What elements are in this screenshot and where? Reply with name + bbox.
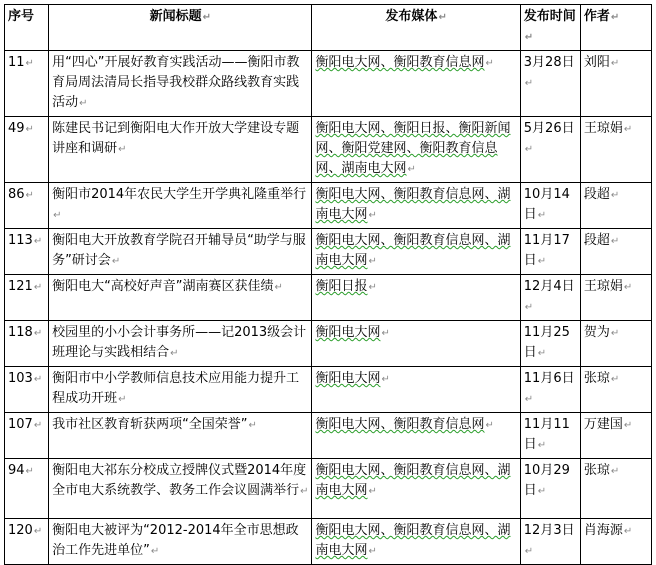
row-date-text: 12月3日 (523, 523, 575, 538)
table-row (5, 275, 652, 321)
row-seq-text: 11 (8, 55, 25, 70)
paragraph-mark-icon: ↵ (610, 58, 620, 69)
paragraph-mark-icon: ↵ (610, 236, 620, 247)
row-date (520, 183, 580, 229)
paragraph-mark-icon: ↵ (485, 420, 494, 431)
row-seq-text: 107 (8, 417, 33, 432)
header-date: 发布时间↵ (520, 5, 580, 51)
row-media (312, 413, 520, 459)
row-media-text: 衡阳日报 (315, 279, 368, 294)
row-title-text: 衡阳市中小学教师信息技术应用能力提升工程成功开班 (52, 371, 300, 406)
row-media-text: 衡阳电大网、衡阳教育信息网 (315, 417, 485, 432)
paragraph-mark-icon: ↵ (25, 124, 34, 135)
row-title-text: 校园里的小小会计事务所——记2013级会计班理论与实践相结合 (52, 325, 307, 360)
header-title: 新闻标题↵ (49, 5, 312, 51)
row-title (49, 367, 312, 413)
row-title (49, 321, 312, 367)
row-author (580, 275, 651, 321)
paragraph-mark-icon: ↵ (623, 420, 633, 431)
header-author: 作者↵ (580, 5, 651, 51)
paragraph-mark-icon: ↵ (274, 282, 283, 293)
row-seq (5, 413, 49, 459)
paragraph-mark-icon: ↵ (623, 282, 633, 293)
table-row (5, 367, 652, 413)
row-date-text: 10月14日 (523, 187, 570, 222)
row-media (312, 321, 520, 367)
row-media-text: 衡阳电大网、衡阳日报、衡阳新闻网、衡阳党建网、衡阳教育信息网、湖南电大网 (315, 121, 511, 176)
paragraph-mark-icon: ↵ (170, 348, 179, 359)
paragraph-mark-icon: ↵ (407, 164, 416, 175)
row-date (520, 321, 580, 367)
row-date-text: 10月29日 (523, 463, 570, 498)
paragraph-mark-icon: ↵ (438, 12, 447, 23)
row-media-text: 衡阳电大网 (315, 371, 381, 386)
row-author (580, 229, 651, 275)
row-seq (5, 183, 49, 229)
paragraph-mark-icon: ↵ (368, 486, 377, 497)
row-date (520, 413, 580, 459)
row-title (49, 519, 312, 565)
row-media-text: 衡阳电大网、衡阳教育信息网、湖南电大网 (315, 233, 511, 268)
row-media (312, 367, 520, 413)
row-date (520, 519, 580, 565)
paragraph-mark-icon: ↵ (33, 236, 43, 247)
row-seq-text: 113 (8, 233, 33, 248)
row-seq-text: 120 (8, 523, 33, 538)
paragraph-mark-icon: ↵ (610, 12, 620, 23)
paragraph-mark-icon: ↵ (524, 32, 534, 43)
paragraph-mark-icon: ↵ (381, 328, 390, 339)
row-seq (5, 275, 49, 321)
row-media (312, 183, 520, 229)
row-title (49, 229, 312, 275)
row-title (49, 117, 312, 183)
row-media (312, 117, 520, 183)
row-date (520, 51, 580, 117)
header-row (5, 5, 652, 51)
row-title-text: 用“四心”开展好教育实践活动——衡阳市教育局周法清局长指导我校群众路线教育实践活动 (52, 55, 300, 110)
paragraph-mark-icon: ↵ (33, 420, 43, 431)
paragraph-mark-icon: ↵ (33, 526, 43, 537)
paragraph-mark-icon: ↵ (610, 190, 620, 201)
table-row (5, 413, 652, 459)
table-row (5, 117, 652, 183)
paragraph-mark-icon: ↵ (537, 486, 547, 497)
paragraph-mark-icon: ↵ (25, 58, 34, 69)
row-media (312, 229, 520, 275)
row-date (520, 117, 580, 183)
row-title (49, 51, 312, 117)
row-seq (5, 321, 49, 367)
row-author-text: 张琼 (583, 463, 610, 478)
table-row (5, 51, 652, 117)
paragraph-mark-icon: ↵ (118, 144, 127, 155)
row-title-text: 我市社区教育斩获两项“全国荣誉” (52, 417, 248, 432)
paragraph-mark-icon: ↵ (368, 256, 377, 267)
row-author-text: 贺为 (583, 325, 610, 340)
paragraph-mark-icon: ↵ (33, 282, 43, 293)
row-author-text: 张琼 (583, 371, 610, 386)
row-date-text: 11月25日 (523, 325, 570, 360)
row-author-text: 段超 (583, 233, 610, 248)
row-media-text: 衡阳电大网、衡阳教育信息网 (315, 55, 485, 70)
paragraph-mark-icon: ↵ (524, 546, 534, 557)
paragraph-mark-icon: ↵ (537, 256, 547, 267)
paragraph-mark-icon: ↵ (381, 374, 390, 385)
table-row (5, 229, 652, 275)
row-media (312, 459, 520, 519)
row-title-text: 衡阳电大“高校好声音”湖南赛区获佳绩 (52, 279, 274, 294)
paragraph-mark-icon: ↵ (33, 374, 43, 385)
row-title-text: 衡阳市2014年农民大学生开学典礼隆重举行 (52, 187, 307, 202)
row-seq-text: 103 (8, 371, 33, 386)
row-media-text: 衡阳电大网、衡阳教育信息网、湖南电大网 (315, 523, 511, 558)
paragraph-mark-icon: ↵ (610, 374, 620, 385)
row-author-text: 肖海源 (583, 523, 623, 538)
row-author (580, 459, 651, 519)
paragraph-mark-icon: ↵ (79, 98, 88, 109)
paragraph-mark-icon: ↵ (623, 124, 633, 135)
row-seq (5, 51, 49, 117)
paragraph-mark-icon: ↵ (368, 546, 377, 557)
paragraph-mark-icon: ↵ (537, 440, 547, 451)
row-media (312, 519, 520, 565)
row-author (580, 321, 651, 367)
row-title (49, 413, 312, 459)
paragraph-mark-icon: ↵ (53, 210, 62, 221)
row-seq (5, 459, 49, 519)
header-media: 发布媒体↵ (312, 5, 520, 51)
row-author-text: 王琼娟 (583, 279, 623, 294)
row-date (520, 275, 580, 321)
row-author-text: 段超 (583, 187, 610, 202)
row-media-text: 衡阳电大网、衡阳教育信息网、湖南电大网 (315, 463, 511, 498)
paragraph-mark-icon: ↵ (118, 394, 127, 405)
row-date (520, 459, 580, 519)
row-title-text: 衡阳电大被评为“2012-2014年全市思想政治工作先进单位” (52, 523, 299, 558)
row-media-text: 衡阳电大网、衡阳教育信息网、湖南电大网 (315, 187, 511, 222)
row-author-text: 王琼娟 (583, 121, 623, 136)
row-media (312, 275, 520, 321)
paragraph-mark-icon: ↵ (111, 256, 121, 267)
row-seq (5, 519, 49, 565)
row-seq (5, 367, 49, 413)
row-date (520, 229, 580, 275)
row-author (580, 519, 651, 565)
paragraph-mark-icon: ↵ (150, 546, 160, 557)
header-seq: 序号 (5, 5, 49, 51)
paragraph-mark-icon: ↵ (524, 144, 534, 155)
paragraph-mark-icon: ↵ (25, 190, 34, 201)
paragraph-mark-icon: ↵ (33, 328, 43, 339)
row-date-text: 5月26日 (523, 121, 575, 136)
row-date-text: 12月4日 (523, 279, 575, 294)
paragraph-mark-icon: ↵ (368, 282, 377, 293)
paragraph-mark-icon: ↵ (248, 420, 257, 431)
paragraph-mark-icon: ↵ (368, 210, 377, 221)
paragraph-mark-icon: ↵ (610, 328, 620, 339)
paragraph-mark-icon: ↵ (537, 348, 547, 359)
row-author (580, 183, 651, 229)
paragraph-mark-icon: ↵ (202, 12, 211, 23)
row-date-text: 11月17日 (523, 233, 570, 268)
table-row (5, 183, 652, 229)
row-seq (5, 229, 49, 275)
paragraph-mark-icon: ↵ (25, 466, 34, 477)
row-title-text: 衡阳电大开放教育学院召开辅导员“助学与服务”研讨会 (52, 233, 306, 268)
row-author (580, 367, 651, 413)
row-seq (5, 117, 49, 183)
paragraph-mark-icon: ↵ (537, 210, 547, 221)
paragraph-mark-icon: ↵ (485, 58, 494, 69)
table-row (5, 459, 652, 519)
row-title (49, 275, 312, 321)
row-media-text: 衡阳电大网 (315, 325, 381, 340)
row-author (580, 117, 651, 183)
paragraph-mark-icon: ↵ (524, 78, 534, 89)
table-row (5, 519, 652, 565)
table-row (5, 321, 652, 367)
row-date-text: 3月28日 (523, 55, 575, 70)
row-date-text: 11月6日 (523, 371, 575, 386)
row-title (49, 183, 312, 229)
row-date (520, 367, 580, 413)
paragraph-mark-icon: ↵ (610, 466, 620, 477)
row-author (580, 51, 651, 117)
row-author-text: 万建国 (583, 417, 623, 432)
row-author (580, 413, 651, 459)
paragraph-mark-icon: ↵ (524, 302, 534, 313)
row-seq-text: 121 (8, 279, 33, 294)
row-seq-text: 86 (8, 187, 25, 202)
paragraph-mark-icon: ↵ (300, 486, 309, 497)
row-title (49, 459, 312, 519)
row-author-text: 刘阳 (583, 55, 610, 70)
row-title-text: 陈建民书记到衡阳电大作开放大学建设专题讲座和调研 (52, 121, 300, 156)
row-title-text: 衡阳电大祁东分校成立授牌仪式暨2014年度全市电大系统教学、教务工作会议圆满举行 (52, 463, 307, 498)
row-date-text: 11月11日 (523, 417, 570, 452)
row-seq-text: 49 (8, 121, 25, 136)
news-table (4, 4, 652, 565)
row-seq-text: 118 (8, 325, 33, 340)
row-seq-text: 94 (8, 463, 25, 478)
paragraph-mark-icon: ↵ (524, 394, 534, 405)
row-media (312, 51, 520, 117)
paragraph-mark-icon: ↵ (623, 526, 633, 537)
